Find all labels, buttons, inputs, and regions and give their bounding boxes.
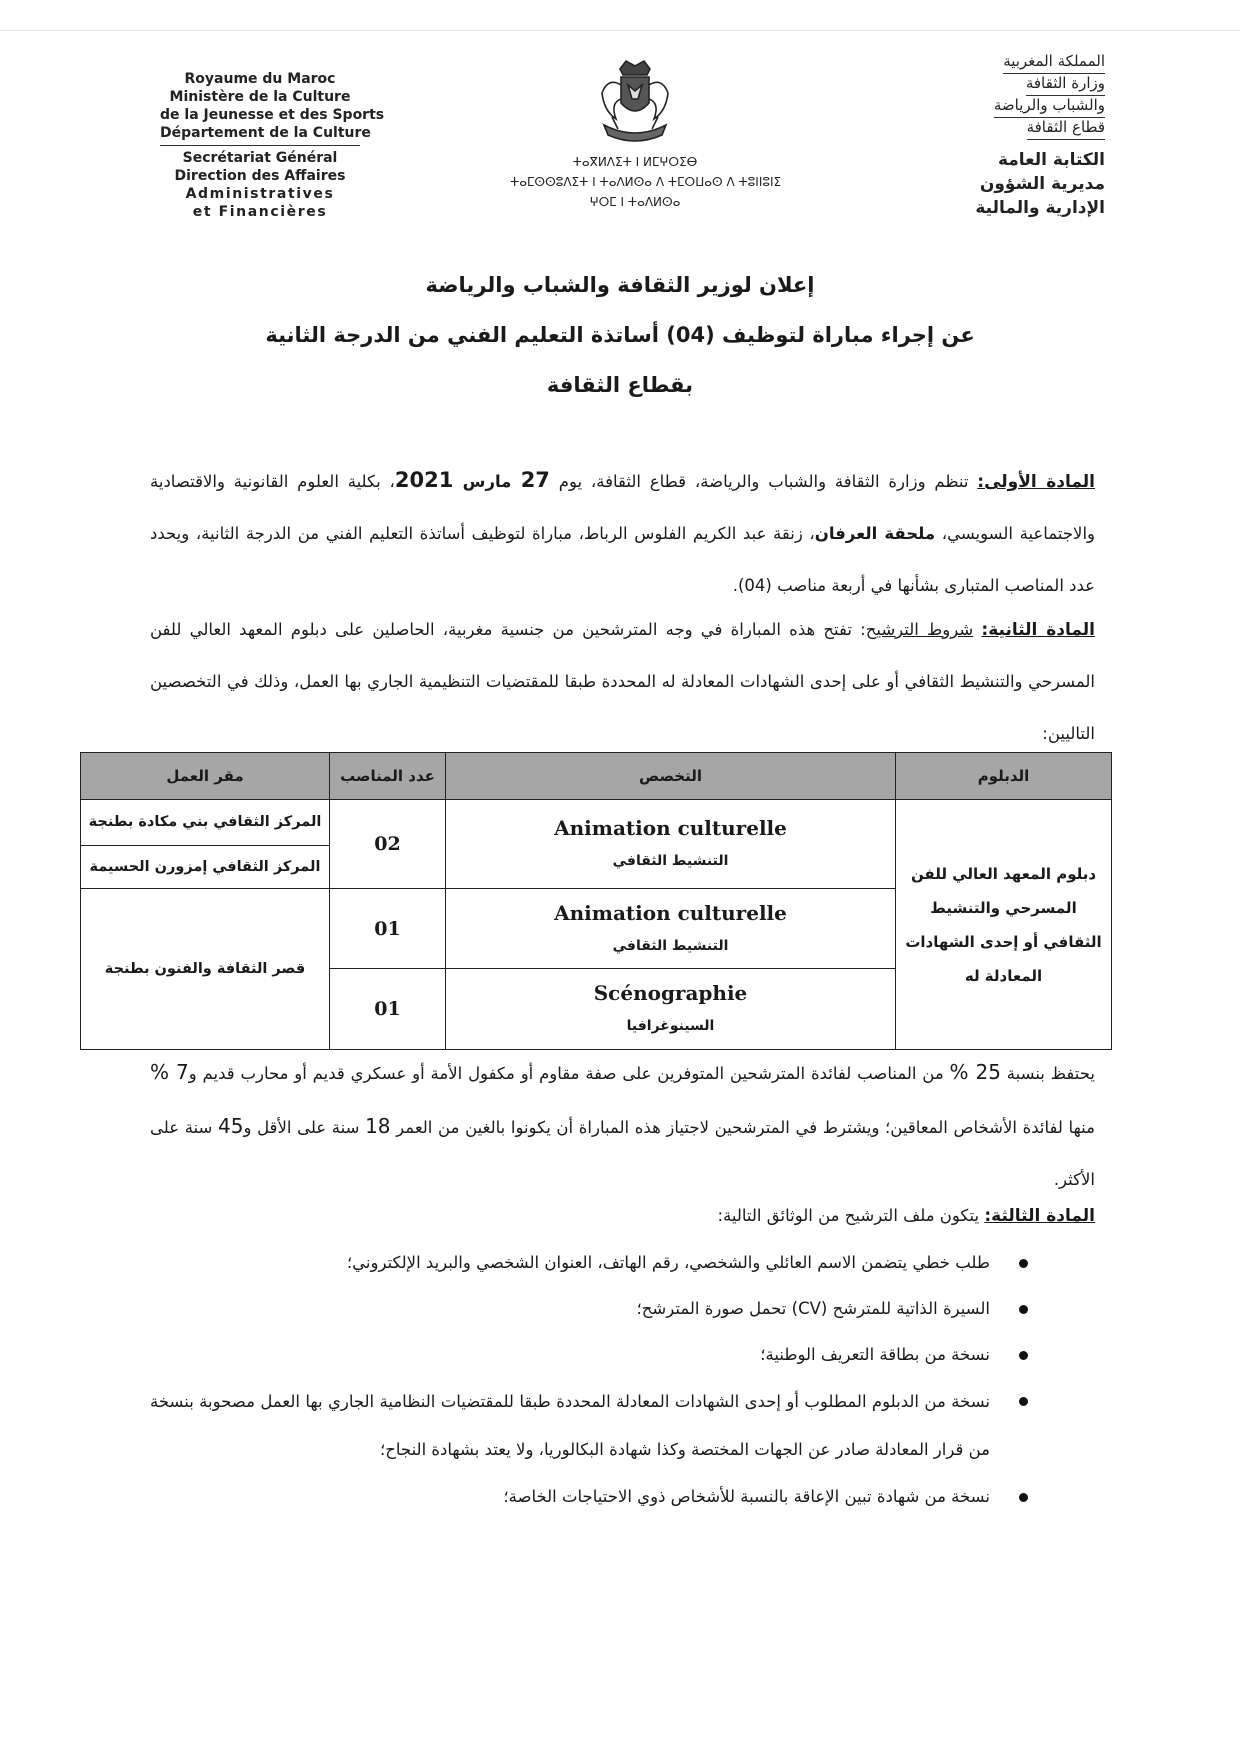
header-fr-line: Administratives [185, 186, 335, 202]
coat-of-arms-emblem [590, 55, 680, 150]
article-2-subheading: شروط الترشيح [865, 620, 974, 639]
article-1-text: ، بكلية العلوم القانونية والاقتصادية والاجتماعية السويسي، [150, 472, 1095, 543]
quota-paragraph [150, 1046, 1095, 1206]
documents-list [150, 1240, 990, 1520]
list-item-text: طلب خطي يتضمن الاسم العائلي والشخصي، رقم الهاتف، العنوان الشخصي والبريد الإلكتروني؛ [346, 1253, 990, 1272]
list-item [150, 1474, 990, 1520]
list-item-text: نسخة من بطاقة التعريف الوطنية؛ [760, 1345, 990, 1364]
header-ar-line: والشباب والرياضة [994, 96, 1105, 118]
announcement-title [200, 260, 1040, 410]
header-fr-divider [160, 145, 360, 146]
header-ar-line: الكتابة العامة [997, 150, 1105, 170]
list-item-text: نسخة من شهادة تبين الإعاقة بالنسبة للأشخاص ذوي الاحتياجات الخاصة؛ [503, 1487, 990, 1506]
quota-text: سنة على الأقل و [243, 1118, 366, 1137]
workplace-cell: المركز الثقافي بني مكادة بطنجة [81, 800, 330, 846]
tifinagh-line: ⵜⴰⴳⵍⴷⵉⵜ ⵏ ⵍⵎⵖⵔⵉⴱ [572, 155, 698, 169]
count-cell: 01 [330, 969, 446, 1050]
header-fr-line: Ministère de la Culture [169, 89, 351, 105]
header-french [160, 70, 385, 221]
article-1-text: تنظم وزارة الثقافة والشباب والرياضة، قطاع الثقافة، يوم [549, 472, 978, 491]
quota-percent-disabled: 7 % [150, 1060, 189, 1084]
workplace-cell: قصر الثقافة والفنون بطنجة [81, 889, 330, 1050]
specialty-fr: Animation culturelle [554, 900, 787, 925]
article-1-text: ، زنقة عبد الكريم الفلوس الرباط، مباراة لتوظيف أساتذة التعليم الفني من الدرجة الثانية، ويحدد عدد المناصب المتبارى بشأنها في أربعة مناصب (04). [150, 524, 1095, 595]
workplace-cell: المركز الثقافي إمزورن الحسيمة [81, 845, 330, 889]
age-max: 45 [218, 1114, 244, 1138]
list-item [150, 1378, 990, 1474]
tifinagh-line: ⵖⵔⵎ ⵏ ⵜⴰⴷⵍⵙⴰ [589, 195, 681, 209]
list-item [150, 1286, 990, 1332]
header-fr-line: de la Jeunesse et des Sports [160, 107, 385, 123]
specialty-cell [446, 969, 896, 1050]
article-3-text: يتكون ملف الترشيح من الوثائق التالية: [717, 1206, 985, 1225]
specialty-ar: السينوغرافيا [626, 1018, 715, 1035]
title-line: بقطاع الثقافة [546, 373, 694, 397]
list-item-text: نسخة من الدبلوم المطلوب أو إحدى الشهادات المعادلة المحددة طبقا للمقتضيات النظامية الجاري بها العمل مصحوبة بنسخة من قرار المعادلة صادر عن الجهات المختصة وكذا شهادة البكالوريا، ولا يعتد بشهادة النجاح؛ [150, 1392, 990, 1459]
col-header-workplace: مقر العمل [81, 753, 330, 800]
specialty-fr: Animation culturelle [554, 816, 787, 841]
header-tifinagh [510, 152, 782, 212]
header-ar-line: وزارة الثقافة [1026, 74, 1105, 96]
diploma-cell: دبلوم المعهد العالي للفن المسرحي والتنشيط الثقافي أو إحدى الشهادات المعادلة له [896, 800, 1112, 1050]
specialty-ar: التنشيط الثقافي [612, 853, 729, 870]
header-fr-line: Direction des Affaires [174, 168, 346, 184]
specialty-cell [446, 889, 896, 969]
header-fr-line: Département de la Culture [160, 125, 371, 141]
header-ar-line: الإدارية والمالية [975, 198, 1105, 218]
quota-text: من المناصب لفائدة المترشحين المتوفرين على صفة مقاوم أو مكفول الأمة أو عسكري قديم أو محارب قديم و [188, 1064, 950, 1083]
exam-month: مارس [453, 472, 521, 491]
quota-text: منها لفائدة الأشخاص المعاقين؛ ويشترط في المترشحين لاجتياز هذه المباراة أن يكونوا بالغين من العمر [390, 1118, 1095, 1137]
article-3-heading: المادة الثالثة: [984, 1206, 1095, 1226]
quota-text: يحتفظ بنسبة [1000, 1064, 1095, 1083]
col-header-specialty: التخصص [446, 753, 896, 800]
age-min: 18 [365, 1114, 391, 1138]
list-item [150, 1240, 990, 1286]
bullet-icon [1019, 1397, 1028, 1406]
col-header-count: عدد المناصب [330, 753, 446, 800]
article-2-text: : تفتح هذه المباراة في وجه المترشحين من جنسية مغربية، الحاصلين على دبلوم المعهد العالي للفن المسرحي والتنشيط الثقافي أو على إحدى الشهادات المعادلة له المحددة طبقا للمقتضيات التنظيمية الجاري بها العمل، وذلك في التخصصين التاليين: [150, 620, 1095, 743]
header-ar-line: المملكة المغربية [1003, 52, 1105, 74]
count-cell: 02 [330, 800, 446, 889]
count-cell: 01 [330, 889, 446, 969]
article-2-heading: المادة الثانية: [981, 620, 1095, 640]
list-item-text: السيرة الذاتية للمترشح (CV) تحمل صورة المترشح؛ [636, 1299, 990, 1318]
article-3 [150, 1190, 1095, 1242]
exam-annex: ملحقة العرفان [814, 524, 936, 543]
bullet-icon [1019, 1351, 1028, 1360]
positions-table [80, 752, 1112, 1050]
header-fr-line: Secrétariat Général [182, 150, 338, 166]
title-line: إعلان لوزير الثقافة والشباب والرياضة [425, 273, 815, 297]
specialty-cell [446, 800, 896, 889]
header-ar-line: مديرية الشؤون [979, 174, 1105, 194]
header-fr-line: et Financières [192, 204, 328, 220]
title-line: عن إجراء مباراة لتوظيف (04) أساتذة التعليم الفني من الدرجة الثانية [265, 323, 975, 347]
quota-text: سنة على الأكثر. [150, 1118, 1095, 1189]
article-2 [150, 604, 1095, 760]
bullet-icon [1019, 1305, 1028, 1314]
col-header-diploma: الدبلوم [896, 753, 1112, 800]
header-arabic [905, 52, 1105, 220]
header-ar-line: قطاع الثقافة [1027, 118, 1105, 140]
article-1 [150, 454, 1095, 612]
specialty-ar: التنشيط الثقافي [612, 937, 729, 954]
exam-year: 2021 [394, 468, 454, 492]
quota-percent-veterans: 25 % [949, 1060, 1001, 1084]
bullet-icon [1019, 1493, 1028, 1502]
list-item [150, 1332, 990, 1378]
tifinagh-line: ⵜⴰⵎⵙⵙⵓⴷⵉⵜ ⵏ ⵜⴰⴷⵍⵙⴰ ⴷ ⵜⵎⵔⵡⴰⵙ ⴷ ⵜⵓⵏⵏⵓⵏⵉ [510, 175, 782, 189]
exam-day: 27 [520, 468, 550, 492]
specialty-fr: Scénographie [593, 981, 748, 1006]
bullet-icon [1019, 1259, 1028, 1268]
scan-edge-line [0, 30, 1240, 31]
header-fr-line: Royaume du Maroc [184, 71, 336, 87]
article-1-heading: المادة الأولى: [977, 472, 1095, 492]
